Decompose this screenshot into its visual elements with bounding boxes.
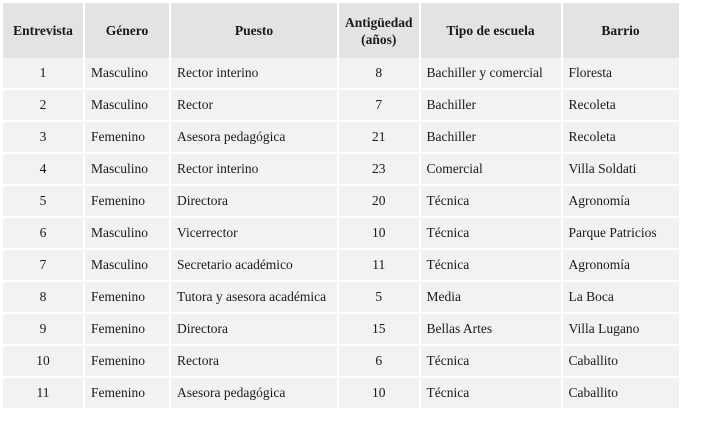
table-header: [3, 3, 679, 58]
cell-tipo-escuela: Bachiller y comercial: [421, 58, 561, 90]
cell-entrevista: 5: [3, 186, 83, 218]
table-row: [3, 250, 679, 282]
cell-barrio: Parque Patricios: [563, 218, 679, 250]
interviews-table: [1, 3, 681, 410]
cell-tipo-escuela: Técnica: [421, 218, 561, 250]
table-row: [3, 346, 679, 378]
cell-tipo-escuela: Técnica: [421, 250, 561, 282]
cell-barrio: Villa Soldati: [563, 154, 679, 186]
table-row: [3, 58, 679, 90]
cell-puesto: Rectora: [171, 346, 337, 378]
table-body: [3, 58, 679, 410]
table-row: [3, 378, 679, 410]
table-row: [3, 282, 679, 314]
cell-antiguedad: 5: [339, 282, 419, 314]
cell-genero: Femenino: [85, 378, 169, 410]
cell-entrevista: 11: [3, 378, 83, 410]
cell-genero: Masculino: [85, 154, 169, 186]
cell-puesto: Directora: [171, 314, 337, 346]
cell-entrevista: 3: [3, 122, 83, 154]
cell-entrevista: 2: [3, 90, 83, 122]
cell-entrevista: 1: [3, 58, 83, 90]
cell-genero: Femenino: [85, 122, 169, 154]
interviews-table-container: [1, 3, 681, 410]
cell-puesto: Rector interino: [171, 58, 337, 90]
header-tipo-escuela: Tipo de escuela: [421, 3, 561, 58]
header-antiguedad-line1: Antigüedad: [345, 14, 413, 30]
cell-tipo-escuela: Técnica: [421, 186, 561, 218]
cell-genero: Masculino: [85, 250, 169, 282]
table-row: [3, 90, 679, 122]
header-barrio: Barrio: [563, 3, 679, 58]
header-genero: Género: [85, 3, 169, 58]
header-puesto: Puesto: [171, 3, 337, 58]
table-row: [3, 122, 679, 154]
cell-barrio: Recoleta: [563, 122, 679, 154]
cell-puesto: Secretario académico: [171, 250, 337, 282]
cell-antiguedad: 8: [339, 58, 419, 90]
cell-antiguedad: 15: [339, 314, 419, 346]
cell-puesto: Directora: [171, 186, 337, 218]
cell-entrevista: 7: [3, 250, 83, 282]
cell-genero: Masculino: [85, 58, 169, 90]
cell-entrevista: 9: [3, 314, 83, 346]
cell-entrevista: 4: [3, 154, 83, 186]
cell-entrevista: 6: [3, 218, 83, 250]
cell-antiguedad: 7: [339, 90, 419, 122]
cell-puesto: Rector interino: [171, 154, 337, 186]
cell-barrio: Floresta: [563, 58, 679, 90]
cell-barrio: Caballito: [563, 378, 679, 410]
cell-puesto: Asesora pedagógica: [171, 378, 337, 410]
cell-puesto: Rector: [171, 90, 337, 122]
cell-tipo-escuela: Bellas Artes: [421, 314, 561, 346]
cell-tipo-escuela: Técnica: [421, 378, 561, 410]
cell-antiguedad: 23: [339, 154, 419, 186]
cell-antiguedad: 10: [339, 378, 419, 410]
cell-antiguedad: 6: [339, 346, 419, 378]
header-antiguedad-line2: (años): [361, 31, 397, 47]
cell-puesto: Asesora pedagógica: [171, 122, 337, 154]
table-row: [3, 218, 679, 250]
table-row: [3, 314, 679, 346]
cell-entrevista: 8: [3, 282, 83, 314]
cell-puesto: Vicerrector: [171, 218, 337, 250]
cell-barrio: Recoleta: [563, 90, 679, 122]
cell-entrevista: 10: [3, 346, 83, 378]
header-row: [3, 3, 679, 58]
cell-tipo-escuela: Bachiller: [421, 122, 561, 154]
cell-puesto: Tutora y asesora académica: [171, 282, 337, 314]
cell-antiguedad: 10: [339, 218, 419, 250]
table-row: [3, 186, 679, 218]
cell-antiguedad: 11: [339, 250, 419, 282]
cell-genero: Femenino: [85, 346, 169, 378]
cell-tipo-escuela: Comercial: [421, 154, 561, 186]
cell-barrio: La Boca: [563, 282, 679, 314]
cell-tipo-escuela: Bachiller: [421, 90, 561, 122]
header-antiguedad: [339, 3, 419, 58]
cell-tipo-escuela: Media: [421, 282, 561, 314]
header-entrevista: Entrevista: [3, 3, 83, 58]
cell-barrio: Caballito: [563, 346, 679, 378]
cell-barrio: Agronomía: [563, 186, 679, 218]
table-row: [3, 154, 679, 186]
cell-genero: Femenino: [85, 282, 169, 314]
cell-antiguedad: 20: [339, 186, 419, 218]
cell-barrio: Agronomía: [563, 250, 679, 282]
cell-tipo-escuela: Técnica: [421, 346, 561, 378]
cell-barrio: Villa Lugano: [563, 314, 679, 346]
cell-genero: Femenino: [85, 186, 169, 218]
cell-genero: Masculino: [85, 90, 169, 122]
cell-antiguedad: 21: [339, 122, 419, 154]
cell-genero: Masculino: [85, 218, 169, 250]
cell-genero: Femenino: [85, 314, 169, 346]
